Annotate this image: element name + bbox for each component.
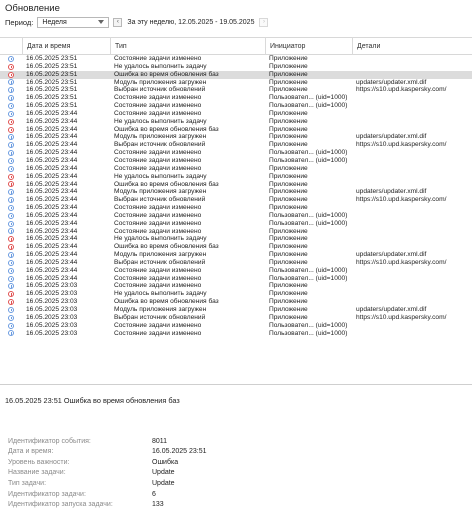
row-date: 16.05.2025 23:44	[26, 149, 78, 157]
row-details: https://s10.upd.kaspersky.com/	[356, 313, 447, 321]
info-icon	[8, 330, 14, 336]
table-row[interactable]	[0, 102, 472, 110]
row-initiator: Приложение	[269, 306, 308, 313]
row-type: Состояние задачи изменено	[114, 109, 202, 117]
error-icon	[8, 244, 14, 250]
detail-field-value: 8011	[152, 437, 168, 445]
row-level-cell	[0, 134, 22, 140]
info-icon	[8, 166, 14, 172]
row-initiator: Приложение	[269, 243, 308, 251]
info-icon	[8, 252, 14, 258]
table-row[interactable]	[0, 149, 472, 157]
row-date: 16.05.2025 23:44	[26, 164, 78, 172]
row-initiator: Приложение	[269, 313, 308, 321]
row-level-cell	[0, 330, 22, 336]
row-initiator: Пользовател... (uid=1000)	[269, 156, 348, 164]
row-type: Выбран источник обновлений	[114, 313, 206, 321]
column-header-details[interactable]: Детали	[352, 37, 472, 55]
column-header-type[interactable]: Тип	[110, 37, 265, 55]
info-icon	[8, 213, 14, 219]
detail-field	[8, 468, 175, 478]
row-initiator: Пользовател... (uid=1000)	[269, 266, 348, 274]
row-level-cell	[0, 174, 22, 180]
detail-field-value: 16.05.2025 23:51	[152, 448, 207, 456]
column-header-datetime[interactable]: Дата и время	[22, 37, 110, 55]
row-type: Выбран источник обновлений	[114, 196, 206, 204]
row-initiator: Пользовател... (uid=1000)	[269, 329, 348, 337]
column-header-initiator[interactable]: Инициатор	[265, 37, 352, 55]
row-date: 16.05.2025 23:03	[26, 313, 78, 321]
row-initiator: Приложение	[269, 258, 308, 266]
table-row[interactable]	[0, 188, 472, 196]
row-type: Ошибка во время обновления баз	[114, 180, 219, 188]
info-icon	[8, 134, 14, 140]
period-toolbar	[5, 16, 268, 28]
detail-field	[8, 447, 207, 457]
row-initiator: Пользовател... (uid=1000)	[269, 211, 348, 219]
row-type: Выбран источник обновлений	[114, 141, 206, 149]
table-row[interactable]	[0, 71, 472, 79]
detail-field-value: Update	[152, 469, 175, 477]
row-initiator: Приложение	[269, 188, 308, 196]
row-date: 16.05.2025 23:44	[26, 180, 78, 188]
table-row[interactable]	[0, 79, 472, 87]
row-date: 16.05.2025 23:44	[26, 243, 78, 251]
row-level-cell	[0, 72, 22, 78]
row-details: updaters/updater.xml.dif	[356, 133, 427, 141]
table-row[interactable]	[0, 126, 472, 134]
table-row[interactable]	[0, 94, 472, 102]
row-level-cell	[0, 213, 22, 219]
row-details: updaters/updater.xml.dif	[356, 251, 427, 259]
info-icon	[8, 283, 14, 289]
error-icon	[8, 72, 14, 78]
row-date: 16.05.2025 23:44	[26, 258, 78, 266]
table-body	[0, 55, 472, 337]
info-icon	[8, 95, 14, 101]
row-type: Состояние задачи изменено	[114, 321, 202, 329]
row-date: 16.05.2025 23:51	[26, 62, 78, 70]
info-icon	[8, 197, 14, 203]
row-details: updaters/updater.xml.dif	[356, 78, 427, 86]
row-date: 16.05.2025 23:44	[26, 188, 78, 196]
detail-field-label: Уровень важности:	[8, 458, 70, 466]
table-row[interactable]	[0, 251, 472, 259]
table-row[interactable]	[0, 157, 472, 165]
row-level-cell	[0, 260, 22, 266]
row-type: Состояние задачи изменено	[114, 211, 202, 219]
row-initiator: Приложение	[269, 290, 308, 298]
table-row[interactable]	[0, 243, 472, 251]
period-select-value: Неделя	[42, 18, 67, 26]
row-initiator: Пользовател... (uid=1000)	[269, 321, 348, 329]
row-type: Модуль приложения загружен	[114, 306, 207, 313]
table-row[interactable]	[0, 196, 472, 204]
row-type: Не удалось выполнить задачу	[114, 117, 207, 125]
row-date: 16.05.2025 23:03	[26, 290, 78, 298]
info-icon	[8, 260, 14, 266]
row-date: 16.05.2025 23:44	[26, 141, 78, 149]
info-icon	[8, 323, 14, 329]
row-level-cell	[0, 64, 22, 70]
row-date: 16.05.2025 23:03	[26, 329, 78, 337]
prev-period-button[interactable]	[113, 18, 122, 27]
row-initiator: Приложение	[269, 196, 308, 204]
row-date: 16.05.2025 23:44	[26, 109, 78, 117]
next-period-button[interactable]	[259, 18, 268, 27]
row-level-cell	[0, 95, 22, 101]
row-date: 16.05.2025 23:51	[26, 70, 78, 78]
row-level-cell	[0, 103, 22, 109]
row-level-cell	[0, 307, 22, 313]
error-icon	[8, 64, 14, 70]
row-level-cell	[0, 111, 22, 117]
table-row[interactable]	[0, 141, 472, 149]
row-initiator: Пользовател... (uid=1000)	[269, 149, 348, 157]
row-initiator: Пользовател... (uid=1000)	[269, 94, 348, 102]
row-type: Состояние задачи изменено	[114, 156, 202, 164]
row-type: Модуль приложения загружен	[114, 188, 207, 196]
row-level-cell	[0, 158, 22, 164]
row-date: 16.05.2025 23:44	[26, 266, 78, 274]
detail-field-value: Ошибка	[152, 458, 179, 466]
detail-field-label: Тип задачи:	[8, 479, 47, 487]
chevron-right-icon: ›	[262, 19, 265, 25]
table-row[interactable]	[0, 259, 472, 267]
row-initiator: Приложение	[269, 141, 308, 149]
table-row[interactable]	[0, 204, 472, 212]
row-date: 16.05.2025 23:51	[26, 86, 78, 94]
row-initiator: Пользовател... (uid=1000)	[269, 102, 348, 110]
table-row[interactable]	[0, 86, 472, 94]
row-level-cell	[0, 283, 22, 289]
row-level-cell	[0, 56, 22, 62]
row-date: 16.05.2025 23:44	[26, 211, 78, 219]
table-row[interactable]	[0, 298, 472, 306]
row-type: Ошибка во время обновления баз	[114, 243, 219, 251]
row-type: Выбран источник обновлений	[114, 86, 206, 94]
row-type: Не удалось выполнить задачу	[114, 290, 207, 298]
row-type: Состояние задачи изменено	[114, 55, 202, 62]
row-type: Модуль приложения загружен	[114, 251, 207, 259]
events-table	[0, 37, 472, 372]
row-date: 16.05.2025 23:44	[26, 274, 78, 282]
error-icon	[8, 236, 14, 242]
row-type: Состояние задачи изменено	[114, 149, 202, 157]
row-initiator: Приложение	[269, 172, 308, 180]
row-type: Ошибка во время обновления баз	[114, 298, 219, 306]
row-type: Состояние задачи изменено	[114, 204, 202, 212]
row-initiator: Приложение	[269, 164, 308, 172]
row-level-cell	[0, 87, 22, 93]
row-level-cell	[0, 221, 22, 227]
row-date: 16.05.2025 23:51	[26, 102, 78, 110]
row-date: 16.05.2025 23:51	[26, 94, 78, 102]
row-level-cell	[0, 315, 22, 321]
row-level-cell	[0, 119, 22, 125]
table-header	[0, 37, 472, 55]
detail-field	[8, 478, 175, 488]
info-icon	[8, 221, 14, 227]
detail-field-value: 6	[152, 490, 156, 498]
row-date: 16.05.2025 23:51	[26, 55, 78, 62]
table-row[interactable]	[0, 290, 472, 298]
table-row[interactable]	[0, 133, 472, 141]
error-icon	[8, 291, 14, 297]
row-date: 16.05.2025 23:44	[26, 204, 78, 212]
row-date: 16.05.2025 23:44	[26, 172, 78, 180]
row-level-cell	[0, 205, 22, 211]
row-details: https://s10.upd.kaspersky.com/	[356, 141, 447, 149]
row-level-cell	[0, 181, 22, 187]
row-level-cell	[0, 228, 22, 234]
detail-field	[8, 500, 164, 510]
row-type: Состояние задачи изменено	[114, 219, 202, 227]
row-date: 16.05.2025 23:44	[26, 196, 78, 204]
row-type: Не удалось выполнить задачу	[114, 62, 207, 70]
table-row[interactable]	[0, 235, 472, 243]
row-level-cell	[0, 142, 22, 148]
error-icon	[8, 181, 14, 187]
row-type: Состояние задачи изменено	[114, 94, 202, 102]
row-type: Состояние задачи изменено	[114, 274, 202, 282]
row-date: 16.05.2025 23:44	[26, 156, 78, 164]
table-row[interactable]	[0, 306, 472, 314]
error-icon	[8, 299, 14, 305]
row-level-cell	[0, 244, 22, 250]
row-level-cell	[0, 268, 22, 274]
row-type: Состояние задачи изменено	[114, 102, 202, 110]
detail-field-label: Название задачи:	[8, 469, 66, 477]
info-icon	[8, 315, 14, 321]
row-type: Состояние задачи изменено	[114, 282, 202, 290]
row-initiator: Приложение	[269, 133, 308, 141]
row-date: 16.05.2025 23:03	[26, 282, 78, 290]
row-level-cell	[0, 276, 22, 282]
info-icon	[8, 150, 14, 156]
row-date: 16.05.2025 23:44	[26, 125, 78, 133]
row-date: 16.05.2025 23:44	[26, 133, 78, 141]
row-date: 16.05.2025 23:44	[26, 251, 78, 259]
table-row[interactable]	[0, 322, 472, 330]
row-initiator: Приложение	[269, 70, 308, 78]
row-type: Состояние задачи изменено	[114, 329, 202, 337]
row-type: Не удалось выполнить задачу	[114, 235, 207, 243]
table-row[interactable]	[0, 55, 472, 63]
table-row[interactable]	[0, 118, 472, 126]
row-initiator: Пользовател... (uid=1000)	[269, 219, 348, 227]
row-level-cell	[0, 323, 22, 329]
row-details: https://s10.upd.kaspersky.com/	[356, 196, 447, 204]
row-date: 16.05.2025 23:44	[26, 227, 78, 235]
column-header-icon[interactable]	[0, 37, 22, 55]
info-icon	[8, 142, 14, 148]
row-level-cell	[0, 127, 22, 133]
row-initiator: Приложение	[269, 55, 308, 62]
row-type: Состояние задачи изменено	[114, 266, 202, 274]
period-range-text: За эту неделю, 12.05.2025 - 19.05.2025	[127, 18, 255, 26]
info-icon	[8, 268, 14, 274]
info-icon	[8, 205, 14, 211]
table-row[interactable]	[0, 165, 472, 173]
table-row[interactable]	[0, 220, 472, 228]
row-date: 16.05.2025 23:44	[26, 219, 78, 227]
detail-field	[8, 436, 167, 446]
chevron-down-icon	[98, 20, 104, 24]
row-level-cell	[0, 197, 22, 203]
row-initiator: Приложение	[269, 282, 308, 290]
row-date: 16.05.2025 23:03	[26, 306, 78, 313]
row-type: Выбран источник обновлений	[114, 258, 206, 266]
table-row[interactable]	[0, 228, 472, 236]
table-row[interactable]	[0, 212, 472, 220]
row-initiator: Приложение	[269, 251, 308, 259]
row-date: 16.05.2025 23:44	[26, 117, 78, 125]
table-row[interactable]	[0, 63, 472, 71]
table-row[interactable]	[0, 110, 472, 118]
row-type: Модуль приложения загружен	[114, 78, 207, 86]
table-row[interactable]	[0, 267, 472, 275]
chevron-left-icon: ‹	[116, 19, 119, 25]
row-initiator: Пользовател... (uid=1000)	[269, 274, 348, 282]
info-icon	[8, 103, 14, 109]
period-label: Период:	[5, 17, 34, 27]
detail-field-label: Идентификатор события:	[8, 437, 91, 445]
row-initiator: Приложение	[269, 298, 308, 306]
row-date: 16.05.2025 23:03	[26, 298, 78, 306]
info-icon	[8, 56, 14, 62]
row-date: 16.05.2025 23:44	[26, 235, 78, 243]
row-initiator: Приложение	[269, 180, 308, 188]
row-details: updaters/updater.xml.dif	[356, 188, 427, 196]
row-date: 16.05.2025 23:51	[26, 78, 78, 86]
table-row[interactable]	[0, 282, 472, 290]
info-icon	[8, 158, 14, 164]
row-type: Модуль приложения загружен	[114, 133, 207, 141]
detail-field-label: Дата и время:	[8, 448, 54, 456]
info-icon	[8, 111, 14, 117]
row-initiator: Приложение	[269, 227, 308, 235]
row-level-cell	[0, 189, 22, 195]
row-type: Не удалось выполнить задачу	[114, 172, 207, 180]
period-select[interactable]	[37, 17, 109, 28]
row-initiator: Приложение	[269, 86, 308, 94]
table-row[interactable]	[0, 330, 472, 338]
row-details: https://s10.upd.kaspersky.com/	[356, 258, 447, 266]
row-initiator: Приложение	[269, 117, 308, 125]
detail-field-value: 133	[152, 501, 164, 509]
table-row[interactable]	[0, 181, 472, 189]
row-level-cell	[0, 79, 22, 85]
row-level-cell	[0, 150, 22, 156]
info-icon	[8, 79, 14, 85]
row-details: updaters/updater.xml.dif	[356, 306, 427, 313]
detail-title: 16.05.2025 23:51 Ошибка во время обновления баз	[5, 396, 180, 405]
detail-field	[8, 489, 156, 499]
detail-field-label: Идентификатор задачи:	[8, 490, 86, 498]
info-icon	[8, 228, 14, 234]
info-icon	[8, 87, 14, 93]
detail-field-value: Update	[152, 479, 175, 487]
row-initiator: Приложение	[269, 235, 308, 243]
row-level-cell	[0, 252, 22, 258]
row-level-cell	[0, 166, 22, 172]
pane-divider[interactable]	[0, 384, 472, 385]
detail-field	[8, 457, 178, 467]
row-initiator: Приложение	[269, 109, 308, 117]
table-row[interactable]	[0, 314, 472, 322]
error-icon	[8, 174, 14, 180]
page-title: Обновление	[5, 3, 60, 14]
error-icon	[8, 119, 14, 125]
row-type: Ошибка во время обновления баз	[114, 70, 219, 78]
detail-field-label: Идентификатор запуска задачи:	[8, 501, 113, 509]
row-type: Состояние задачи изменено	[114, 227, 202, 235]
row-initiator: Приложение	[269, 62, 308, 70]
row-details: https://s10.upd.kaspersky.com/	[356, 86, 447, 94]
row-level-cell	[0, 299, 22, 305]
info-icon	[8, 307, 14, 313]
row-level-cell	[0, 236, 22, 242]
row-date: 16.05.2025 23:03	[26, 321, 78, 329]
row-initiator: Приложение	[269, 78, 308, 86]
row-type: Ошибка во время обновления баз	[114, 125, 219, 133]
table-row[interactable]	[0, 275, 472, 283]
info-icon	[8, 276, 14, 282]
row-initiator: Приложение	[269, 125, 308, 133]
row-type: Состояние задачи изменено	[114, 164, 202, 172]
table-row[interactable]	[0, 173, 472, 181]
row-level-cell	[0, 291, 22, 297]
info-icon	[8, 189, 14, 195]
error-icon	[8, 127, 14, 133]
row-initiator: Приложение	[269, 204, 308, 212]
